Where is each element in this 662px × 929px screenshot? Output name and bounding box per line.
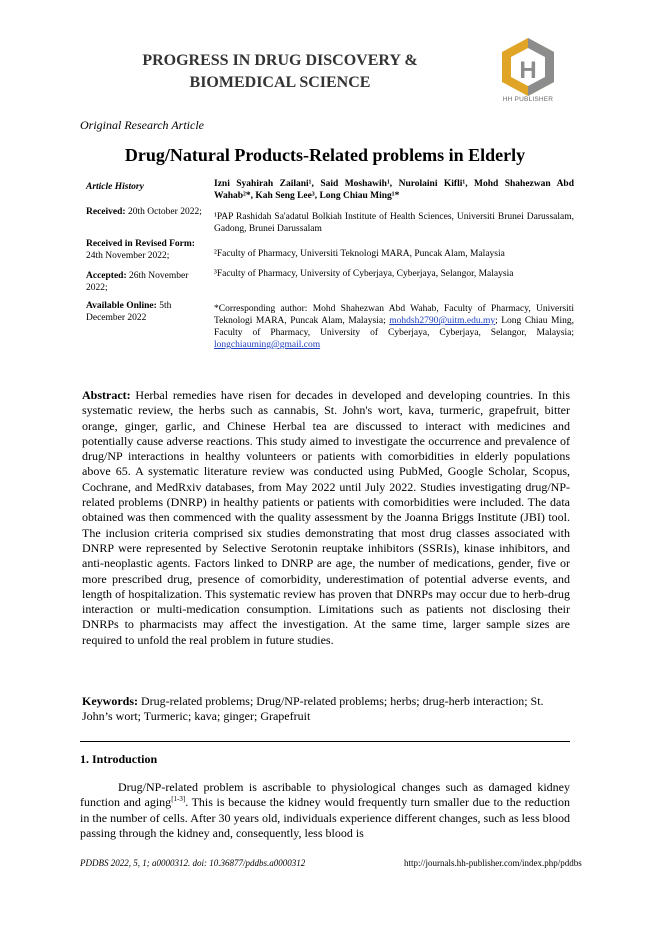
email-link-1[interactable]: mohdsh2790@uitm.edu.my [389,316,496,326]
author-list: Izni Syahirah Zailani¹, Said Moshawih¹, Nurolaini Kifli¹, Mohd Shahezwan Abd Wahab²*, Kah Seng Lee³, Long Chiau Ming¹* [214,179,574,201]
logo-letter: H [519,57,537,84]
footer-url[interactable]: http://journals.hh-publisher.com/index.php/pddbs [404,858,582,868]
keywords-label: Keywords: [82,694,138,708]
accepted-value: 26th November 2022; [86,271,189,293]
abstract [82,388,570,648]
corresponding-text-2: ; Long Chiau Ming, Faculty of Pharmacy, University of Cyberjaya, Cyberjaya, Selangor, Malaysia; [214,316,574,338]
journal-title [100,50,460,94]
journal-title-line1: PROGRESS IN DRUG DISCOVERY & [142,52,418,69]
article-type: Original Research Article [80,118,204,132]
affiliation-3: ³Faculty of Pharmacy, University of Cyberjaya, Cyberjaya, Selangor, Malaysia [214,269,514,279]
footer-citation: PDDBS 2022, 5, 1; a0000312. doi: 10.36877/pddbs.a0000312 [80,858,306,868]
paper-title: Drug/Natural Products-Related problems in Elderly [124,145,526,165]
affiliation-1: ¹PAP Rashidah Sa'adatul Bolkiah Institute of Health Sciences, Universiti Brunei Darussalam, Gadong, Brunei Darussalam [214,212,574,234]
keywords [82,694,570,725]
online-value: 5th December 2022 [86,301,172,323]
corresponding-text-1: *Corresponding author: Mohd Shahezwan Abd Wahab, Faculty of Pharmacy, Universiti Teknologi MARA, Puncak Alam, Malaysia; [214,304,574,326]
corresponding-author [214,303,574,351]
received-value: 20th October 2022; [127,207,202,217]
section-divider [80,741,570,742]
introduction-text-2: . This is because the kidney would frequently turn smaller due to the reduction in the number of cells. After 30 years old, individuals experience different changes, such as less blood passing through the kidney and, consequently, less blood is [80,795,571,840]
article-history-heading: Article History [86,182,144,192]
abstract-text: Herbal remedies have risen for decades in developed and developing countries. In this systematic review, the herbs such as cannabis, St. John's wort, kava, turmeric, grapefruit, bitter orange, ginger, garlic, and Chinese Herbal tea are discussed to interact with medicines and potentially cause adverse reactions. This study aimed to investigate the occurrence and prevalence of drug/NP interactions in healthy volunteers or patients with comorbidities in elderly populations above 65. A systematic literature review was conducted using PubMed, Google Scholar, Scopus, Cochrane, and MedRxiv databases, from May 2022 until July 2022. Studies investigating drug/NP-related problems (DNRP) in healthy patients or patients with comorbidities were included. The data obtained was then commenced with the quality assessment by the Joanna Briggs Institute (JBI) tool. The inclusion criteria comprised six studies demonstrating that most drug classes associated with DNRP were represented by Selective Serotonin reuptake inhibitors (SSRIs), kinase inhibitors, and anti-neoplastic agents. Factors linked to DNRP are age, the number of medications, gender, five or more prescribed drug, presence of comorbidity, underestimation of potential adverse events, and length of hospitalization. This systematic review has proven that DNRPs may occur due to herb-drug interaction or multi-medication consumption. Limitations such as patients not disclosing their DNRPs to pharmacists may affect the investigation. At the same time, larger sample sizes are required to unfold the real problem in future studies. [82,388,570,647]
online-date [86,300,204,324]
received-label: Received: [86,207,128,217]
email-link-2[interactable]: longchiauming@gmail.com [214,340,321,350]
received-date [86,206,204,218]
revised-label: Received in Revised Form: [86,239,195,249]
abstract-label: Abstract: [82,388,131,402]
accepted-date [86,270,204,294]
affiliation-2: ²Faculty of Pharmacy, Universiti Teknologi MARA, Puncak Alam, Malaysia [214,249,505,259]
keywords-text: Drug-related problems; Drug/NP-related problems; herbs; drug-herb interaction; St. John’s wort; Turmeric; kava; ginger; Grapefruit [82,694,544,724]
introduction-text-1: Drug/NP-related problem is ascribable to physiological changes such as damaged kidney function and aging [80,780,570,810]
journal-title-line2: BIOMEDICAL SCIENCE [189,74,371,91]
revised-value: 24th November 2022; [86,251,170,261]
introduction-text [80,780,570,841]
online-label: Available Online: [86,301,160,311]
revised-date [86,238,204,262]
citation-ref: [1-3] [171,795,186,804]
publisher-name: HH PUBLISHER [502,96,554,103]
accepted-label: Accepted: [86,271,129,281]
introduction-heading: 1. Introduction [80,752,158,766]
